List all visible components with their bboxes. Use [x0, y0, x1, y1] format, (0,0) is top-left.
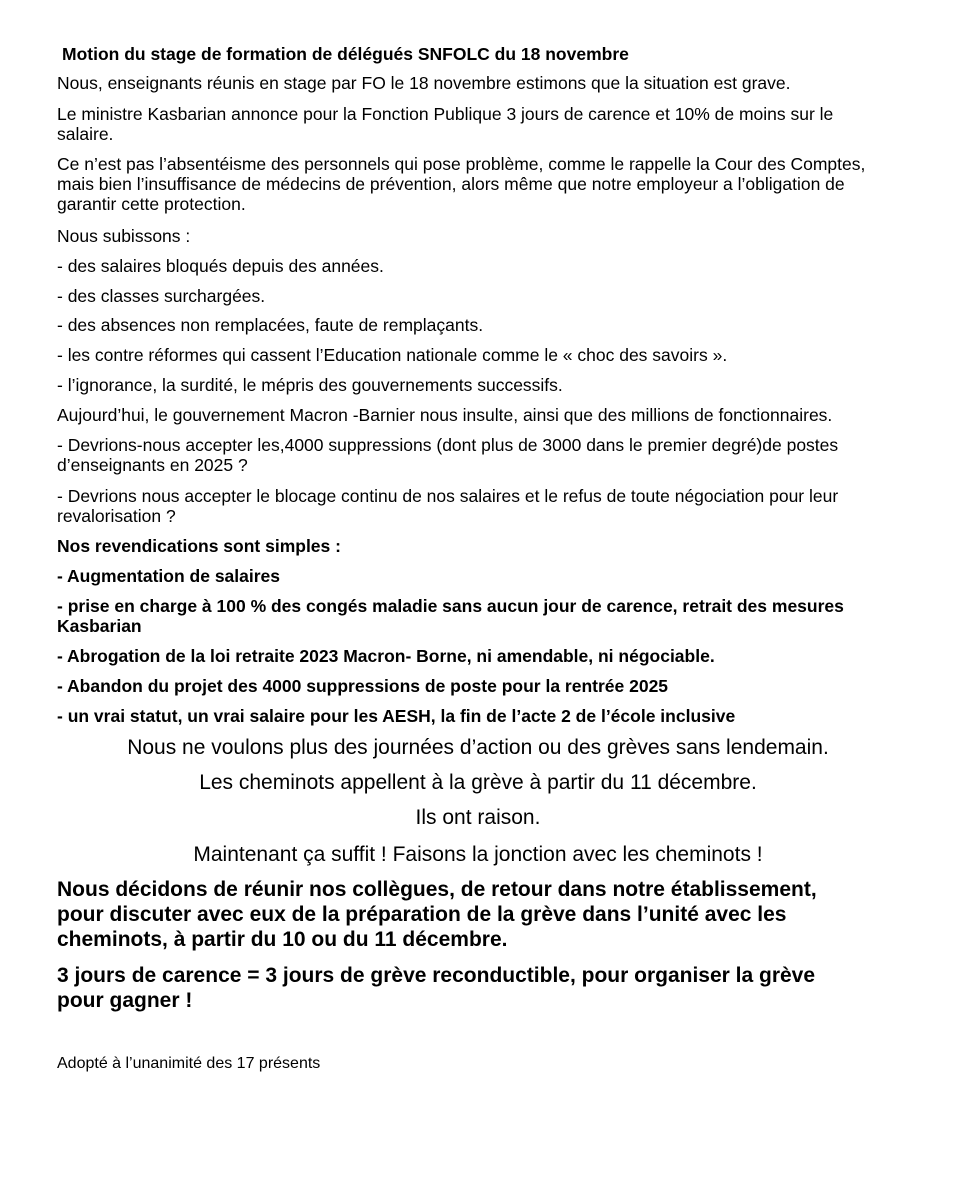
- centered-line: Ils ont raison.: [415, 806, 541, 829]
- list-item: - les contre réformes qui cassent l’Education nationale comme le « choc des savoirs ».: [57, 345, 728, 365]
- decision-line-2: pour discuter avec eux de la préparation de la grève dans l’unité avec les: [57, 903, 787, 926]
- list-item: - l’ignorance, la surdité, le mépris des gouvernements successifs.: [57, 375, 563, 395]
- demand-item-continuation: Kasbarian: [57, 616, 142, 636]
- question-1-line-2: d’enseignants en 2025 ?: [57, 455, 248, 475]
- decision-line-1: Nous décidons de réunir nos collègues, de retour dans notre établissement,: [57, 878, 817, 901]
- centered-line: Les cheminots appellent à la grève à partir du 11 décembre.: [199, 771, 757, 794]
- intro-paragraph: Nous, enseignants réunis en stage par FO le 18 novembre estimons que la situation est grave.: [57, 73, 791, 93]
- insult-paragraph: Aujourd’hui, le gouvernement Macron -Barnier nous insulte, ainsi que des millions de fonctionnaires.: [57, 405, 833, 425]
- list-item: - des salaires bloqués depuis des années.: [57, 256, 384, 276]
- page-title: Motion du stage de formation de délégués SNFOLC du 18 novembre: [62, 44, 629, 64]
- demand-item: - Augmentation de salaires: [57, 566, 281, 586]
- absenteeism-paragraph-line-3: garantir cette protection.: [57, 194, 246, 214]
- demand-item: - un vrai statut, un vrai salaire pour les AESH, la fin de l’acte 2 de l’école inclusive: [57, 706, 736, 726]
- slogan-line-1: 3 jours de carence = 3 jours de grève reconductible, pour organiser la grève: [57, 964, 816, 987]
- demand-item: - Abandon du projet des 4000 suppressions de poste pour la rentrée 2025: [57, 676, 669, 696]
- adoption-note: Adopté à l’unanimité des 17 présents: [57, 1055, 321, 1072]
- slogan-line-2: pour gagner !: [57, 989, 193, 1012]
- minister-paragraph-line-1: Le ministre Kasbarian annonce pour la Fonction Publique 3 jours de carence et 10% de moins sur le: [57, 104, 834, 124]
- list-item: - des classes surchargées.: [57, 286, 266, 306]
- absenteeism-paragraph-line-1: Ce n’est pas l’absentéisme des personnels qui pose problème, comme le rappelle la Cour des Comptes,: [57, 154, 866, 174]
- centered-line: Nous ne voulons plus des journées d’action ou des grèves sans lendemain.: [127, 736, 829, 759]
- list-item: - des absences non remplacées, faute de remplaçants.: [57, 315, 484, 335]
- question-2-line-1: - Devrions nous accepter le blocage continu de nos salaires et le refus de toute négociation pour leur: [57, 486, 839, 506]
- question-2-line-2: revalorisation ?: [57, 506, 176, 526]
- centered-line: Maintenant ça suffit ! Faisons la jonction avec les cheminots !: [193, 843, 763, 866]
- question-1-line-1: - Devrions-nous accepter les,4000 suppressions (dont plus de 3000 dans le premier degré)de postes: [57, 435, 839, 455]
- demand-item: - prise en charge à 100 % des congés maladie sans aucun jour de carence, retrait des mesures: [57, 596, 844, 616]
- minister-paragraph-line-2: salaire.: [57, 124, 114, 144]
- demand-item: - Abrogation de la loi retraite 2023 Macron- Borne, ni amendable, ni négociable.: [57, 646, 715, 666]
- absenteeism-paragraph-line-2: mais bien l’insuffisance de médecins de prévention, alors même que notre employeur a l’obligation de: [57, 174, 845, 194]
- demands-heading: Nos revendications sont simples :: [57, 536, 341, 556]
- decision-line-3: cheminots, à partir du 10 ou du 11 décembre.: [57, 928, 508, 951]
- subissons-heading: Nous subissons :: [57, 226, 191, 246]
